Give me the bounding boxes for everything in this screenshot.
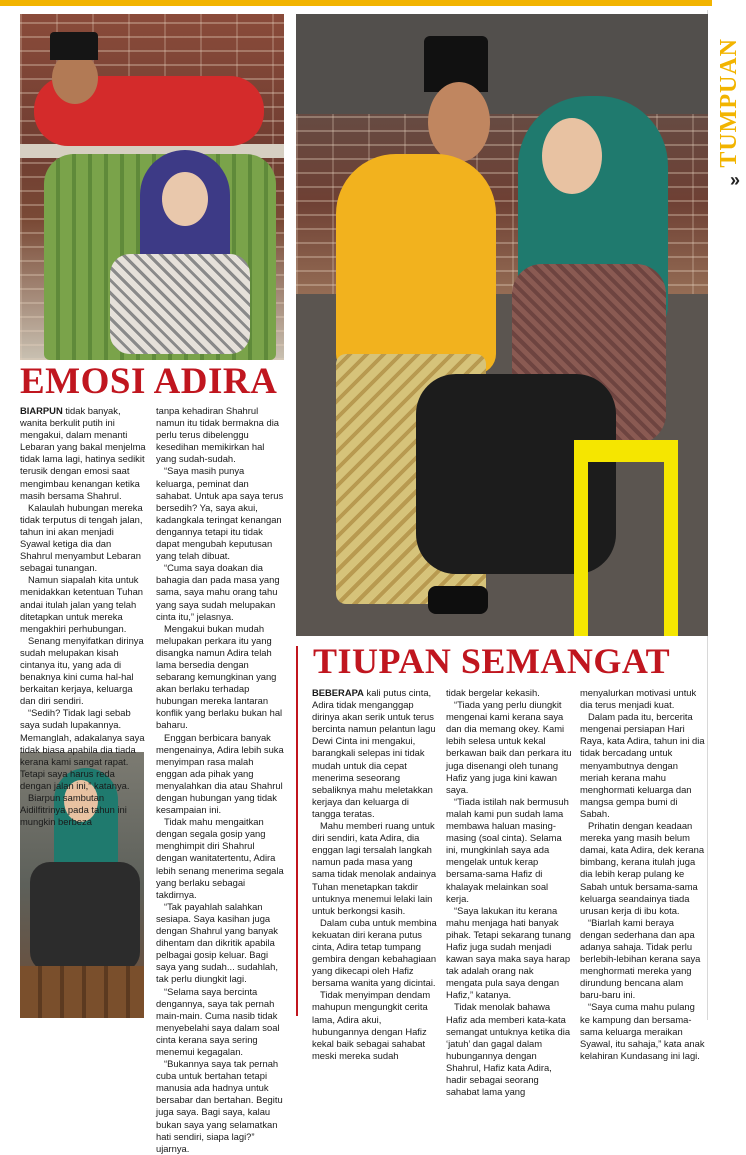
woman-dark-outfit	[30, 862, 140, 972]
paragraph: “Tak payahlah salahkan sesiapa. Saya kasihan juga dengan Shahrul yang banyak dihentam dan dikritik apabila pelbagai gosip keluar. Bagi saya yang sudah... sudahlah, tak perlu diungkit lagi.	[156, 900, 278, 985]
lead-in-word: BEBERAPA	[312, 687, 364, 698]
paragraph: “Tiada istilah nak bermusuh malah kami pun sudah lama membawa haluan masing-masing (soal cinta). Selama ini, mungkinlah saya ada mengelak untuk kerap bersama-sama Hafiz di khalayak melainkan soal kerja.	[446, 795, 569, 904]
story2-column-1	[312, 687, 438, 1062]
paragraph: Tidak menolak bahawa Hafiz ada memberi kata-kata semangat untuknya ketika dia ‘jatuh’ dan gagal dalam hubungannya dengan Shahrul, Hafiz kata Adira, hadir sebagai seorang sahabat lama yang	[446, 1001, 571, 1098]
story2-headline: TIUPAN SEMANGAT	[313, 641, 671, 681]
paragraph: Senang menyifatkan dirinya sudah melupakan kisah cintanya itu, yang ada di benaknya kini cuma hal-hal berkaitan kerjaya, keluarga dan diri sendiri.	[20, 634, 144, 707]
paragraph: “Bukannya saya tak pernah cuba untuk bertahan tetapi manusia ada hadnya untuk bersabar dan bertahan. Begitu juga saya. Bagi saya, kalau bukan saya yang selamatkan hati sendiri, siapa lagi?” ujarnya.	[156, 1058, 283, 1154]
chevron-right-icon: »	[729, 170, 740, 190]
woman-face	[162, 172, 208, 226]
paragraph: Kalaulah hubungan mereka tidak terputus di tengah jalan, tahun ini akan menjadi Syawal ketiga dia dan Shahrul menyambut Lebaran sebagai tunangan.	[20, 501, 143, 574]
paragraph: BIARPUN tidak banyak, wanita berkulit putih ini mengakui, dalam menanti Lebaran yang bakal menjelma tidak lama lagi, hatinya sedikit terusik dengan emosi saat mengimbau kenangan ketika masih bersama Shahrul.	[20, 405, 146, 501]
paragraph: “Selama saya bercinta dengannya, saya tak pernah main-main. Cuma nasib tidak menyebelahi saya dalam soal cinta kerana saya sering menemui kegagalan.	[156, 985, 280, 1057]
man-face	[428, 82, 490, 162]
paragraph: tanpa kehadiran Shahrul namun itu tidak bermakna dia perlu terus dibelenggu kesedihan memikirkan hal yang sudah-sudah.	[156, 405, 279, 465]
upper-cabinets	[296, 14, 708, 114]
paragraph: BEBERAPA kali putus cinta, Adira tidak menganggap dirinya akan serik untuk terus bercinta namun pelantun lagu Dewi Cinta ini mengakui, barangkali selepas ini tidak mudah untuk dia cepat menerima seseorang sebaliknya mahu meletakkan kerjaya dan keluarga di tangga teratas.	[312, 687, 436, 819]
top-accent-bar	[0, 0, 746, 6]
paragraph: tidak bergelar kekasih.	[446, 687, 540, 698]
woman-face	[542, 118, 602, 194]
paragraph: Prihatin dengan keadaan mereka yang masih belum damai, kata Adira, dek kerana bimbang, kerana itulah juga dia lebih kerap pulang ke Sabah untuk bersama-sama keluarga seandainya tiada urusan kerja di ibu kota.	[580, 820, 705, 916]
paragraph: Tidak mahu mengaitkan dengan segala gosip yang menghimpit diri Shahrul dengan wanitatertentu, Adira lebih senang menerima segala yang berlaku sebagai takdirnya.	[156, 816, 284, 900]
paragraph: menyalurkan motivasi untuk dia terus menjadi kuat.	[580, 687, 697, 711]
story1-column-2	[156, 405, 284, 1155]
paragraph: “Tiada yang perlu diungkit mengenai kami kerana saya dan dia memang okey. Kami lebih selesa untuk kekal berkawan baik dan perkara itu juga disenangi oleh tunang Hafiz yang juga kini kawan saya.	[446, 699, 572, 795]
woman-sweater	[110, 254, 250, 354]
paragraph: Dalam pada itu, bercerita mengenai persiapan Hari Raya, kata Adira, tahun ini dia tidak bercadang untuk menyambutnya dengan meriah kerana mahu menghormati keluarga dan mangsa gempa bumi di Sabah.	[580, 711, 705, 819]
woman-black-shoes	[428, 586, 488, 614]
paragraph: “Saya lakukan itu kerana mahu menjaga hati banyak pihak. Tetapi sekarang tunang Hafiz juga sudah menjadi kawan saya maka saya harap tak adalah orang nak mengata pula saya dengan Hafiz,” katanya.	[446, 904, 571, 1001]
paragraph: “Saya cuma mahu pulang ke kampung dan bersama-sama keluarga meraikan Syawal, itu sahaja,” kata anak kelahiran Kundasang ini lagi.	[580, 1001, 705, 1061]
paragraph: Enggan berbicara banyak mengenainya, Adira lebih suka menyimpan rasa malah enggan ada pihak yang menyalahkan dia atau Shahrul dengan hubungan yang tidak kesampaian ini.	[156, 731, 284, 816]
story2-column-2	[446, 687, 572, 1098]
paragraph: “Saya masih punya keluarga, peminat dan sahabat. Untuk apa saya terus bersedih? Ya, saya akui, kadangkala teringat kenangan dengannya tetapi itu tidak dapat mengubah keputusan yang telah dibuat.	[156, 465, 284, 562]
story1-column-1	[20, 405, 146, 828]
paragraph: “Biarlah kami beraya dengan sederhana dan apa adanya sahaja. Tidak perlu berlebih-lebihan kerana saya menghormati mereka yang dirundung bencana alam baru-baru ini.	[580, 916, 701, 1001]
story2-column-3	[580, 687, 706, 1062]
paragraph: Mengakui bukan mudah melupakan perkara itu yang disangka namun Adira telah lama bersedia dengan sebarang kemungkinan yang akan berlaku terhadap hubungan mereka lantaran konflik yang berlaku bukan hal baharu.	[156, 622, 283, 731]
lead-in-word: BIARPUN	[20, 405, 63, 416]
section-tag-label: TUMPUAN	[715, 38, 742, 168]
photo-couple-green-chair	[20, 14, 284, 360]
paragraph: Biarpun sambutan Aidilfitrinya pada tahun ini mungkin berbeza	[20, 792, 127, 828]
paragraph: Tidak menyimpan dendam mahupun mengungkit cerita lama, Adira akui, hubungannya dengan Hafiz kekal baik sebagai sahabat meski mereka sudah	[312, 989, 431, 1061]
story1-headline: EMOSI ADIRA	[20, 361, 278, 402]
paragraph: “Cuma saya doakan dia bahagia dan pada masa yang sama, saya mahu orang tahu yang saya sudah melupakan cinta itu,” jelasnya.	[156, 562, 280, 622]
wooden-bench	[20, 966, 144, 1018]
paragraph: “Sedih? Tidak lagi sebab saya sudah lupakannya. Memanglah, adakalanya saya tidak biasa apabila dia tiada kerana kami sangat rapat. Tetapi saya harus reda dengan jalan ini,” katanya.	[20, 707, 145, 791]
paragraph: Dalam cuba untuk membina kekuatan diri kerana putus cinta, Adira tetap tumpang gembira dengan kebahagiaan yang dikecapi oleh Hafiz bersama wanita yang dicintai.	[312, 916, 437, 989]
man-yellow-shirt	[336, 154, 496, 374]
photo-couple-yellow-stool	[296, 14, 708, 636]
story2-red-rule	[296, 646, 298, 1016]
paragraph: Namun siapalah kita untuk menidakkan ketentuan Tuhan andai itulah jalan yang telah ditetapkan untuk mereka mengakhiri perhubungan.	[20, 574, 144, 634]
yellow-stool	[574, 440, 678, 636]
songkok-hat	[50, 32, 98, 60]
paragraph: Mahu memberi ruang untuk diri sendiri, kata Adira, dia enggan lagi tersalah langkah namun pada masa yang sama tidak menolak andainya Tuhan menetapkan takdir untuknya menemui lelaki lain untuk berkongsi kasih.	[312, 820, 437, 916]
